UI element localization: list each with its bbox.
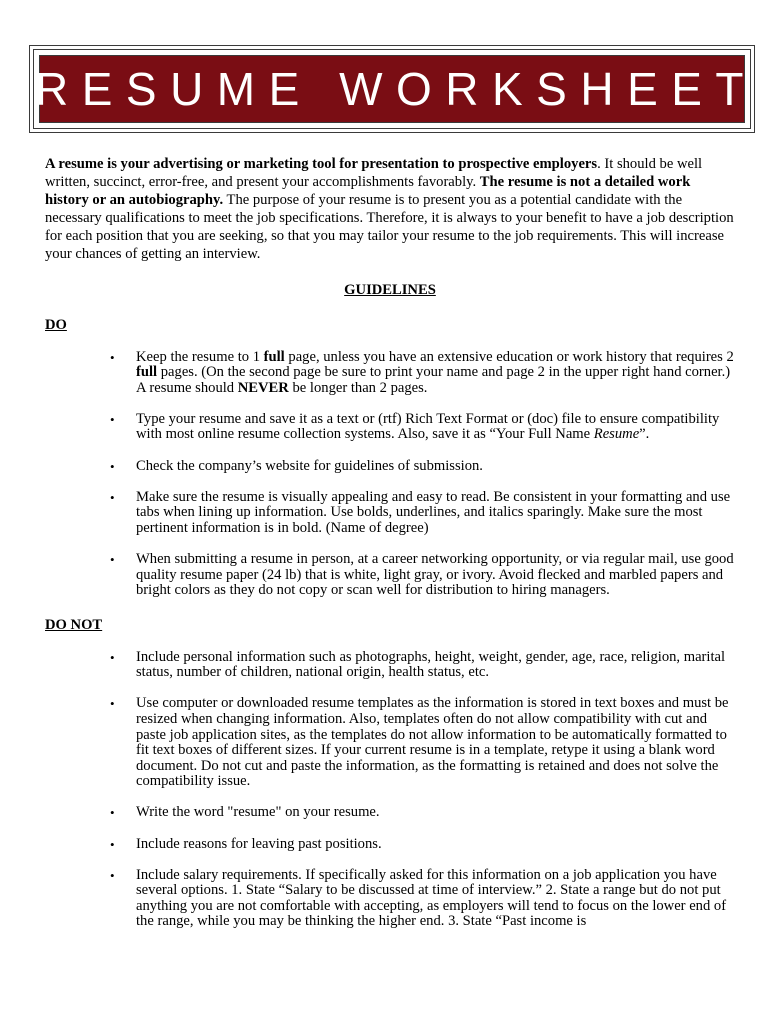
list-item xyxy=(45,490,735,537)
intro-text-2: The purpose of your resume is to present you as a potential candidate with the necessary qualifications to meet the job specifications. Therefore, it is always to your benefit to have a job description for each position that you are seeking, so that you may tailor your resume to the job requirements. This will increase your chances of getting an interview. xyxy=(45,192,734,263)
item-text: pages. (On the second page be sure to print your name and page 2 in the upper right hand corner.) A resume should xyxy=(136,364,731,396)
bullet-icon: • xyxy=(110,836,115,852)
list-item xyxy=(45,552,735,599)
bullet-icon: • xyxy=(110,649,115,665)
guidelines-heading: GUIDELINES xyxy=(344,281,436,298)
item-text: Write the word "resume" on your resume. xyxy=(136,804,380,821)
list-item xyxy=(45,696,735,790)
list-item xyxy=(45,459,735,475)
item-text: When submitting a resume in person, at a career networking opportunity, or via regular mail, use good quality resume paper (24 lb) that is white, light gray, or ivory. Avoid flecked and marbled papers and bright colors as they do not copy or scan well for distribution to hiring managers. xyxy=(136,550,734,599)
item-text: page, unless you have an extensive education or work history that requires 2 xyxy=(284,348,734,365)
list-item xyxy=(45,412,735,443)
item-text: be longer than 2 pages. xyxy=(288,379,428,396)
item-italic: Resume xyxy=(593,426,640,443)
item-text: Keep the resume to 1 xyxy=(136,348,264,365)
item-bold: full xyxy=(263,348,285,365)
do-heading: DO xyxy=(45,316,67,333)
list-item xyxy=(45,805,735,821)
do-not-list xyxy=(45,650,735,930)
bullet-icon: • xyxy=(110,489,115,505)
item-text: Use computer or downloaded resume templates as the information is stored in text boxes and must be resized when changing information. Also, templates often do not allow compatibility with cut and paste job application sites, as the templates do not allow information to be automatically formatted to fit text boxes of different sizes. If your current resume is in a template, retype it using a blank word document. Do not cut and paste the information, as the formatting is retained and does not solve the compatibility issue. xyxy=(136,695,729,790)
item-text: Check the company’s website for guidelines of submission. xyxy=(136,457,483,474)
title-banner xyxy=(29,45,758,133)
bullet-icon: • xyxy=(110,411,115,427)
item-text: ”. xyxy=(639,426,650,443)
bullet-icon: • xyxy=(110,458,115,474)
intro-paragraph xyxy=(45,155,735,264)
item-text: Include personal information such as photographs, height, weight, gender, age, race, religion, marital status, number of children, national origin, health status, etc. xyxy=(136,648,726,681)
item-text: Include reasons for leaving past positions. xyxy=(136,835,382,852)
intro-bold-2: The resume is not a detailed work history or an autobiography. xyxy=(45,174,691,209)
item-bold: NEVER xyxy=(237,379,289,396)
intro-text-1: . It should be well written, succinct, error-free, and present your accomplishments favorably. xyxy=(45,156,703,191)
title-frame xyxy=(33,49,758,129)
do-not-heading: DO NOT xyxy=(45,616,103,633)
list-item xyxy=(45,837,735,853)
item-text: Make sure the resume is visually appealing and easy to read. Be consistent in your formatting and use tabs when lining up information. Use bolds, underlines, and italics sparingly. Make sure the most pertinent information is in bold. (Name of degree) xyxy=(136,488,731,536)
item-text: Include salary requirements. If specifically asked for this information on a job application you have several options. 1. State “Salary to be discussed at time of interview.” 2. State a range but do not put anything you are not comfortable with accepting, as employers will tend to focus on the lower end of the range, while you may be thinking the higher end. 3. State “Past income is xyxy=(136,866,727,930)
item-text: Type your resume and save it as a text or (rtf) Rich Text Format or (doc) file to ensure compatibility with most online resume collection systems. Also, save it as “Your Full Name xyxy=(136,410,720,443)
bullet-icon: • xyxy=(110,867,115,883)
bullet-icon: • xyxy=(110,551,115,567)
list-item xyxy=(45,350,735,397)
title-box xyxy=(34,55,758,123)
bullet-icon: • xyxy=(110,349,115,365)
bullet-icon: • xyxy=(110,805,115,821)
item-bold: full xyxy=(136,364,158,381)
list-item xyxy=(45,650,735,681)
document-body xyxy=(45,155,735,930)
page-title: RESUME WORKSHEET xyxy=(34,63,758,115)
intro-bold-1: A resume is your advertising or marketing tool for presentation to prospective employers xyxy=(45,156,598,172)
do-list xyxy=(45,350,735,599)
list-item xyxy=(45,868,735,930)
bullet-icon: • xyxy=(110,696,115,712)
